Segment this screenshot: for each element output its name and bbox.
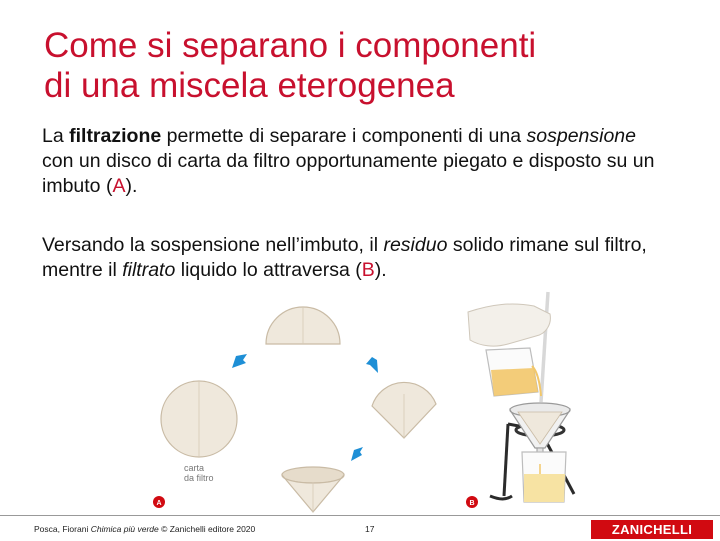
p1-text-a: La — [42, 125, 70, 147]
p1-text-e: con un disco di carta da filtro opportunamente piegato e disposto su un imbuto ( — [42, 150, 655, 197]
title-line-2: di una miscela eterogenea — [44, 66, 455, 105]
hand — [468, 304, 550, 346]
filtration-apparatus — [468, 292, 574, 502]
title-line-1: Come si separano i componenti — [44, 26, 537, 65]
pouring-beaker — [486, 348, 541, 396]
receiving-beaker — [522, 452, 566, 502]
badge-a-label: A — [156, 500, 162, 507]
p1-text-g: ). — [125, 175, 138, 197]
glass-rod — [541, 292, 548, 402]
filter-folding-sequence — [161, 307, 436, 512]
ref-b: B — [361, 259, 375, 281]
badge-b-label: B — [469, 500, 475, 507]
p1-text-c: permette di separare i componenti di una — [161, 125, 527, 147]
term-filtrazione: filtrazione — [69, 125, 162, 147]
term-residuo: residuo — [383, 234, 448, 256]
ref-a: A — [112, 175, 126, 197]
filter-label-line2: da filtro — [184, 473, 214, 483]
footer — [0, 515, 720, 541]
footer-credit — [34, 524, 255, 534]
filter-label-line1: carta — [184, 463, 205, 473]
credit-authors: Posca, Fiorani — [34, 524, 91, 534]
p2-text-g: ). — [374, 259, 387, 281]
term-filtrato: filtrato — [122, 259, 176, 281]
page-number: 17 — [365, 524, 375, 534]
badge-b — [466, 496, 478, 508]
badge-a — [153, 496, 165, 508]
p2-text-e: liquido lo attraversa ( — [175, 259, 362, 281]
term-sospensione: sospensione — [526, 125, 636, 147]
p2-text-a: Versando la sospensione nell’imbuto, il — [42, 234, 384, 256]
p2-text-c: solido rimane sul filtro, mentre il — [42, 234, 647, 281]
credit-publisher: © Zanichelli editore 2020 — [158, 524, 256, 534]
zanichelli-logo: ZANICHELLI — [591, 520, 713, 539]
credit-book: Chimica più verde — [90, 524, 159, 534]
arrow-icon — [232, 354, 378, 461]
